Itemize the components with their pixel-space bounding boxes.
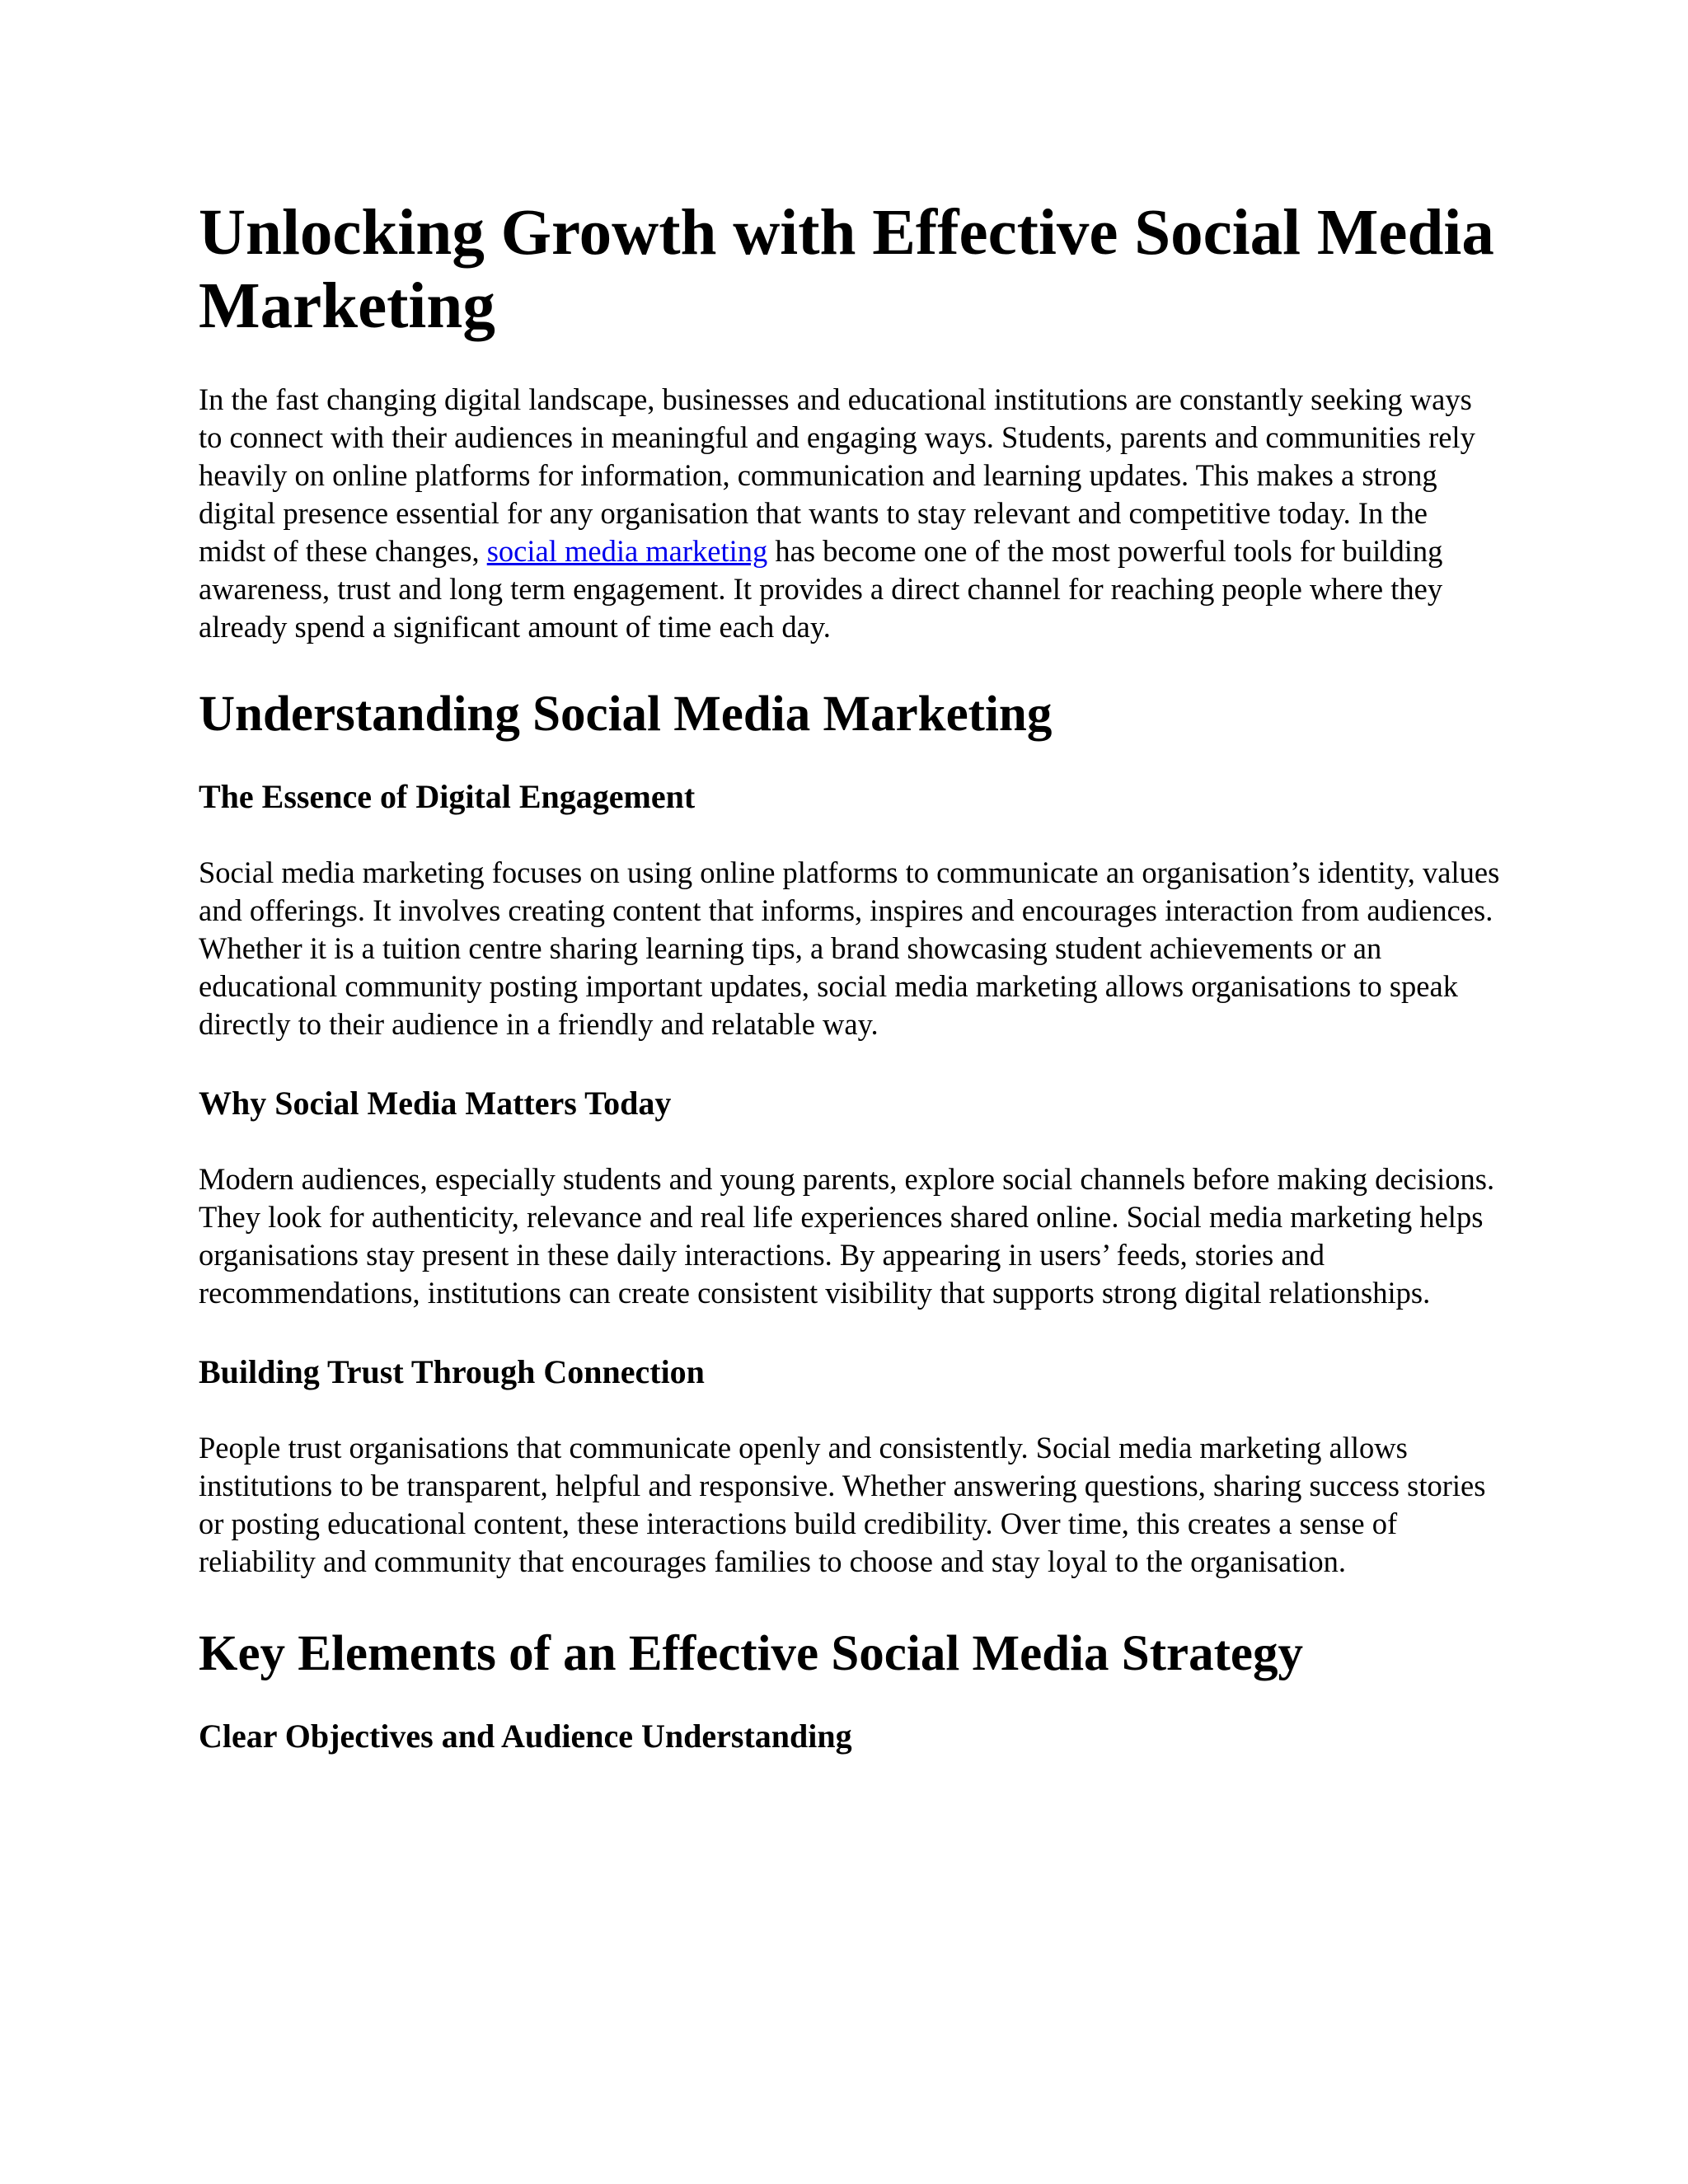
subsection-heading-clear-objectives: Clear Objectives and Audience Understanding [199, 1718, 852, 1755]
paragraph-building-trust: People trust organisations that communicate openly and consistently. Social media marketing allows institutions to be transparent, helpful and responsive. Whether answering questions, sharing success stories or posting educational content, these interactions build credibility. Over time, this creates a sense of reliability and community that encourages families to choose and stay loyal to the organisation. [199, 1431, 1486, 1578]
paragraph-essence: Social media marketing focuses on using online platforms to communicate an organisation’s identity, values and offerings. It involves creating content that informs, inspires and encourages interaction from audiences. Whether it is a tuition centre sharing learning tips, a brand showcasing student achievements or an educational community posting important updates, social media marketing allows organisations to speak directly to their audience in a friendly and relatable way. [199, 855, 1500, 1041]
paragraph-why-matters: Modern audiences, especially students and young parents, explore social channels before making decisions. They look for authenticity, relevance and real life experiences shared online. Social media marketing helps organisations stay present in these daily interactions. By appearing in users’ feeds, stories and recommendations, institutions can create consistent visibility that supports strong digital relationships. [199, 1162, 1495, 1310]
section-heading-key-elements: Key Elements of an Effective Social Media Strategy [199, 1626, 1304, 1681]
subsection-heading-essence: The Essence of Digital Engagement [199, 778, 696, 815]
intro-text-before-link: In the fast changing digital landscape, businesses and educational institutions are constantly seeking ways to connect with their audiences in meaningful and engaging ways. Students, parents and communities rely heavily on online platforms for information, communication and learning updates. This makes a strong digital presence essential for any organisation that wants to stay relevant and competitive today. In the midst of these changes, [199, 382, 1475, 568]
page-title: Unlocking Growth with Effective Social Media Marketing [199, 197, 1494, 342]
intro-paragraph [199, 381, 1501, 646]
intro-text-after-link: has become one of the most powerful tools for building awareness, trust and long term engagement. It provides a direct channel for reaching people where they already spend a significant amount of time each day. [199, 534, 1443, 644]
social-media-marketing-link[interactable]: social media marketing [486, 534, 768, 568]
subsection-heading-why-matters: Why Social Media Matters Today [199, 1085, 672, 1122]
section-heading-understanding: Understanding Social Media Marketing [199, 687, 1053, 742]
subsection-heading-building-trust: Building Trust Through Connection [199, 1353, 705, 1390]
document-page [199, 196, 1501, 1755]
